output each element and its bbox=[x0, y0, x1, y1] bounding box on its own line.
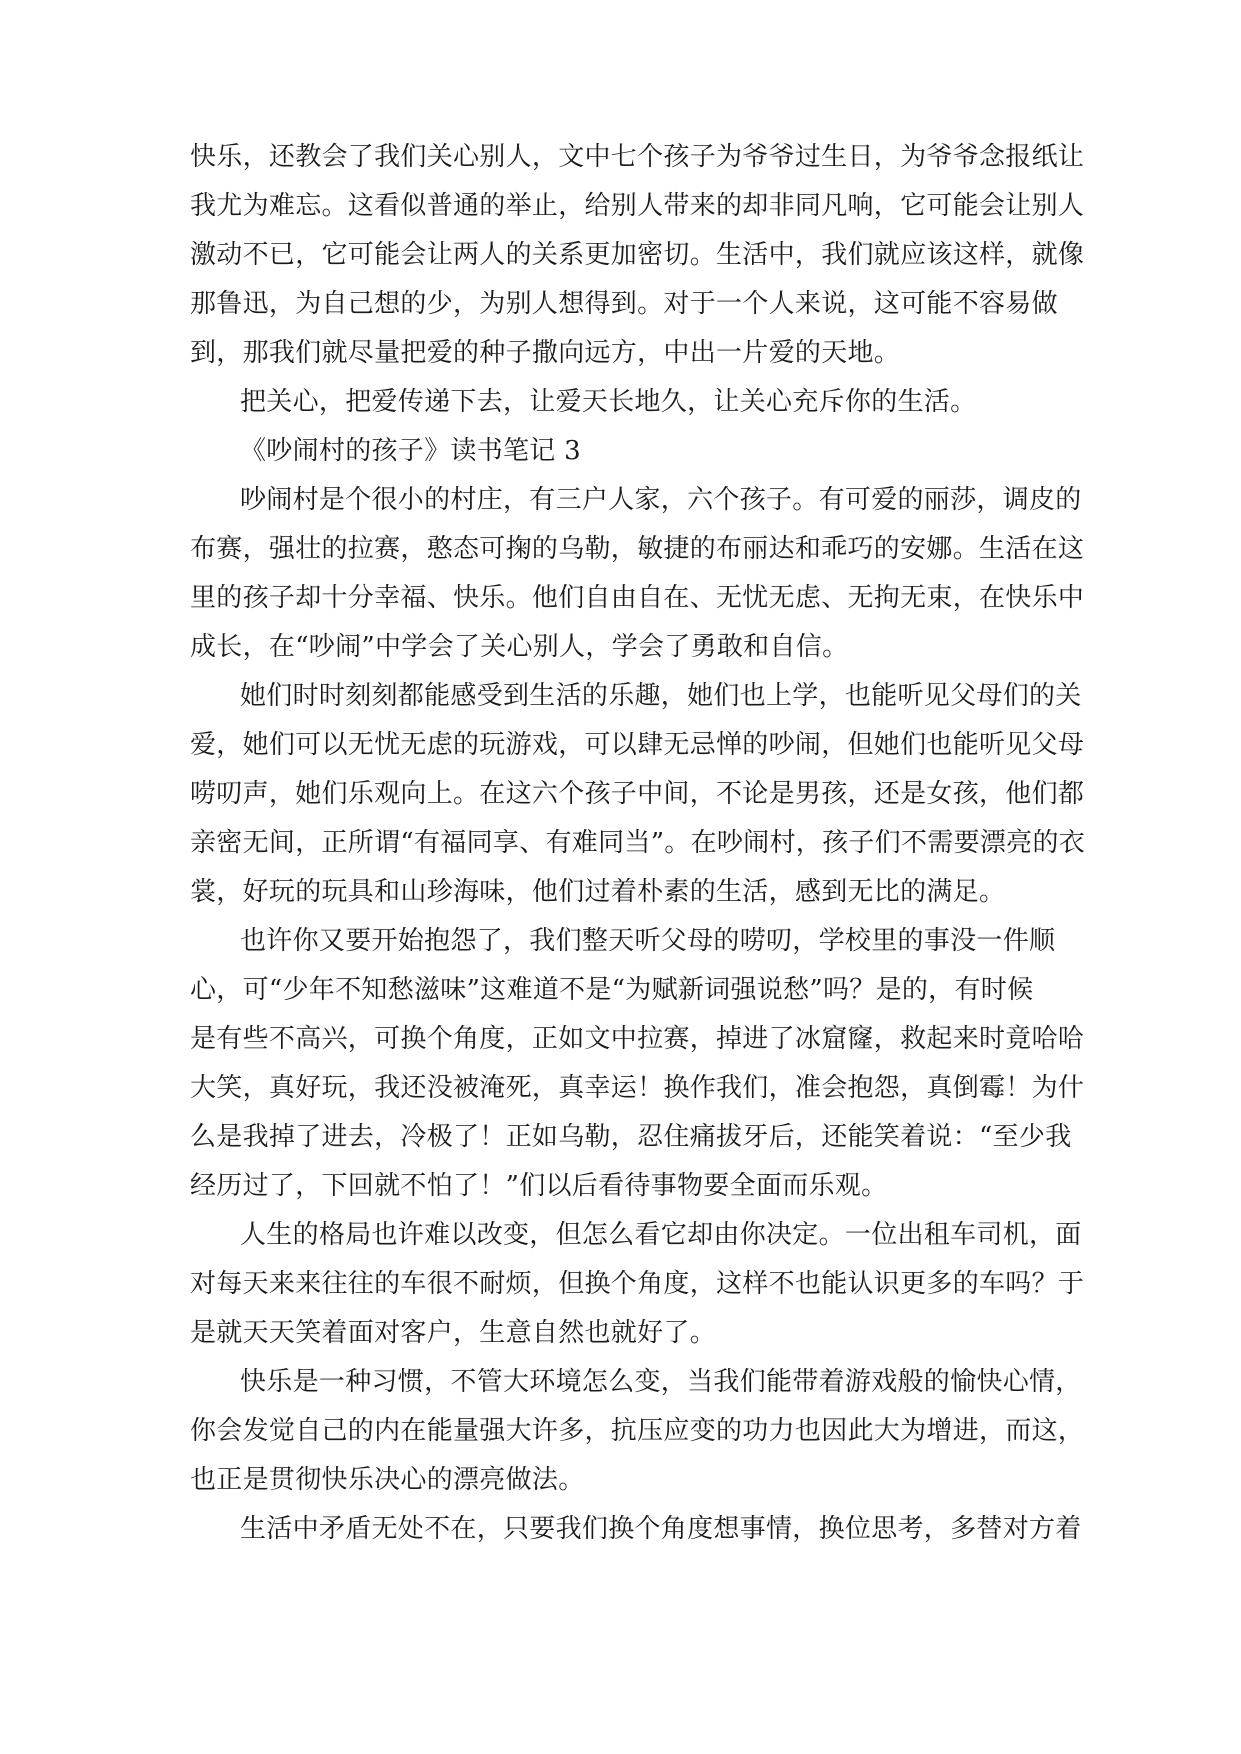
text-line: 人生的格局也许难以改变，但怎么看它却由你决定。一位出租车司机，面 bbox=[240, 1220, 1082, 1250]
section-heading: 《吵闹村的孩子》读书笔记 3 bbox=[240, 436, 582, 466]
text-line: 是有些不高兴，可换个角度，正如文中拉赛，掉进了冰窟窿，救起来时竟哈哈 bbox=[190, 1024, 1085, 1054]
text-line: 生活中矛盾无处不在，只要我们换个角度想事情，换位思考，多替对方着 bbox=[240, 1514, 1082, 1544]
text-line: 成长，在“吵闹”中学会了关心别人，学会了勇敢和自信。 bbox=[190, 632, 849, 662]
text-line: 吵闹村是个很小的村庄，有三户人家，六个孩子。有可爱的丽莎，调皮的 bbox=[240, 485, 1082, 515]
text-line: 那鲁迅，为自己想的少，为别人想得到。对于一个人来说，这可能不容易做 bbox=[190, 289, 1058, 319]
text-line: 大笑，真好玩，我还没被淹死，真幸运！换作我们，准会抱怨，真倒霉！为什 bbox=[190, 1073, 1085, 1103]
text-line: 是就天天笑着面对客户，生意自然也就好了。 bbox=[190, 1318, 717, 1348]
text-line: 里的孩子却十分幸福、快乐。他们自由自在、无忧无虑、无拘无束，在快乐中 bbox=[190, 583, 1085, 613]
text-line: 布赛，强壮的拉赛，憨态可掬的乌勒，敏捷的布丽达和乖巧的安娜。生活在这 bbox=[190, 534, 1085, 564]
text-line: 对每天来来往往的车很不耐烦，但换个角度，这样不也能认识更多的车吗？于 bbox=[190, 1269, 1085, 1299]
text-line: 快乐，还教会了我们关心别人，文中七个孩子为爷爷过生日，为爷爷念报纸让 bbox=[190, 142, 1085, 172]
text-line: 她们时时刻刻都能感受到生活的乐趣，她们也上学，也能听见父母们的关 bbox=[240, 681, 1082, 711]
text-line: 心，可“少年不知愁滋味”这难道不是“为赋新词强说愁”吗？是的，有时候 bbox=[190, 975, 1034, 1005]
text-line: 也正是贯彻快乐决心的漂亮做法。 bbox=[190, 1465, 585, 1495]
text-line: 亲密无间，正所谓“有福同享、有难同当”。在吵闹村，孩子们不需要漂亮的衣 bbox=[190, 828, 1086, 858]
text-line: 裳，好玩的玩具和山珍海味，他们过着朴素的生活，感到无比的满足。 bbox=[190, 877, 1006, 907]
text-line: 爱，她们可以无忧无虑的玩游戏，可以肆无忌惮的吵闹，但她们也能听见父母 bbox=[190, 730, 1085, 760]
text-line: 唠叨声，她们乐观向上。在这六个孩子中间，不论是男孩，还是女孩，他们都 bbox=[190, 779, 1085, 809]
text-line: 到，那我们就尽量把爱的种子撒向远方，中出一片爱的天地。 bbox=[190, 338, 901, 368]
text-line: 激动不已，它可能会让两人的关系更加密切。生活中，我们就应该这样，就像 bbox=[190, 240, 1085, 270]
text-line: 把关心，把爱传递下去，让爱天长地久，让关心充斥你的生活。 bbox=[240, 387, 977, 417]
text-line: 我尤为难忘。这看似普通的举止，给别人带来的却非同凡响，它可能会让别人 bbox=[190, 191, 1085, 221]
text-line: 么是我掉了进去，冷极了！正如乌勒，忍住痛拔牙后，还能笑着说：“至少我 bbox=[190, 1122, 1072, 1152]
text-line: 也许你又要开始抱怨了，我们整天听父母的唠叨，学校里的事没一件顺 bbox=[240, 926, 1056, 956]
text-line: 快乐是一种习惯，不管大环境怎么变，当我们能带着游戏般的愉快心情， bbox=[240, 1367, 1082, 1397]
text-line: 你会发觉自己的内在能量强大许多，抗压应变的功力也因此大为增进，而这， bbox=[190, 1416, 1085, 1446]
text-line: 经历过了，下回就不怕了！”们以后看待事物要全面而乐观。 bbox=[190, 1171, 888, 1201]
